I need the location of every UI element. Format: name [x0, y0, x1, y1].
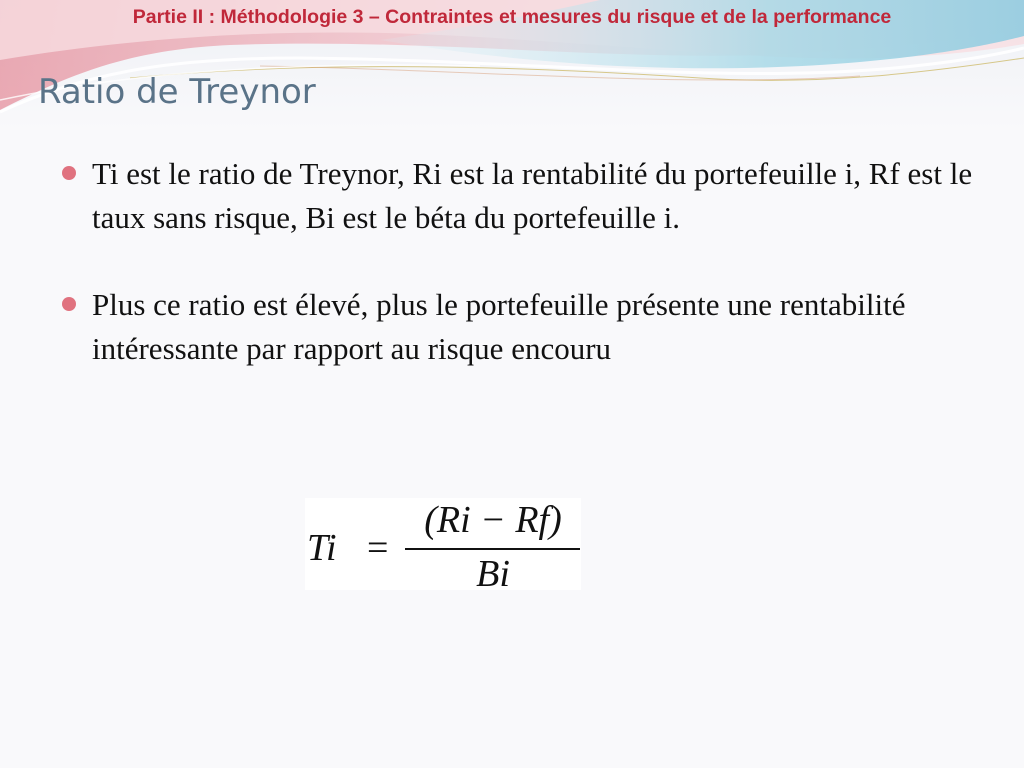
slide-title: Ratio de Treynor: [38, 72, 316, 112]
formula-numerator: (Ri − Rf): [424, 499, 562, 541]
formula-equals: =: [367, 527, 389, 569]
bullet-dot-icon: [62, 166, 76, 180]
section-header: Partie II : Méthodologie 3 – Contraintes et mesures du risque et de la performance: [132, 6, 892, 28]
treynor-formula: [305, 498, 581, 595]
bullet-item: [62, 283, 982, 371]
bullet-dot-icon: [62, 297, 76, 311]
bullet-list: [62, 152, 982, 414]
bullet-text: Plus ce ratio est élevé, plus le portefeuille présente une rentabilité intéressante par rapport au risque encouru: [92, 287, 906, 366]
formula-denominator: Bi: [476, 553, 510, 595]
bullet-text: Ti est le ratio de Treynor, Ri est la rentabilité du portefeuille i, Rf est le taux sans risque, Bi est le béta du portefeuille i.: [92, 156, 973, 235]
fraction-bar: [405, 548, 580, 550]
formula-lhs: Ti: [307, 527, 337, 569]
bullet-item: [62, 152, 982, 240]
